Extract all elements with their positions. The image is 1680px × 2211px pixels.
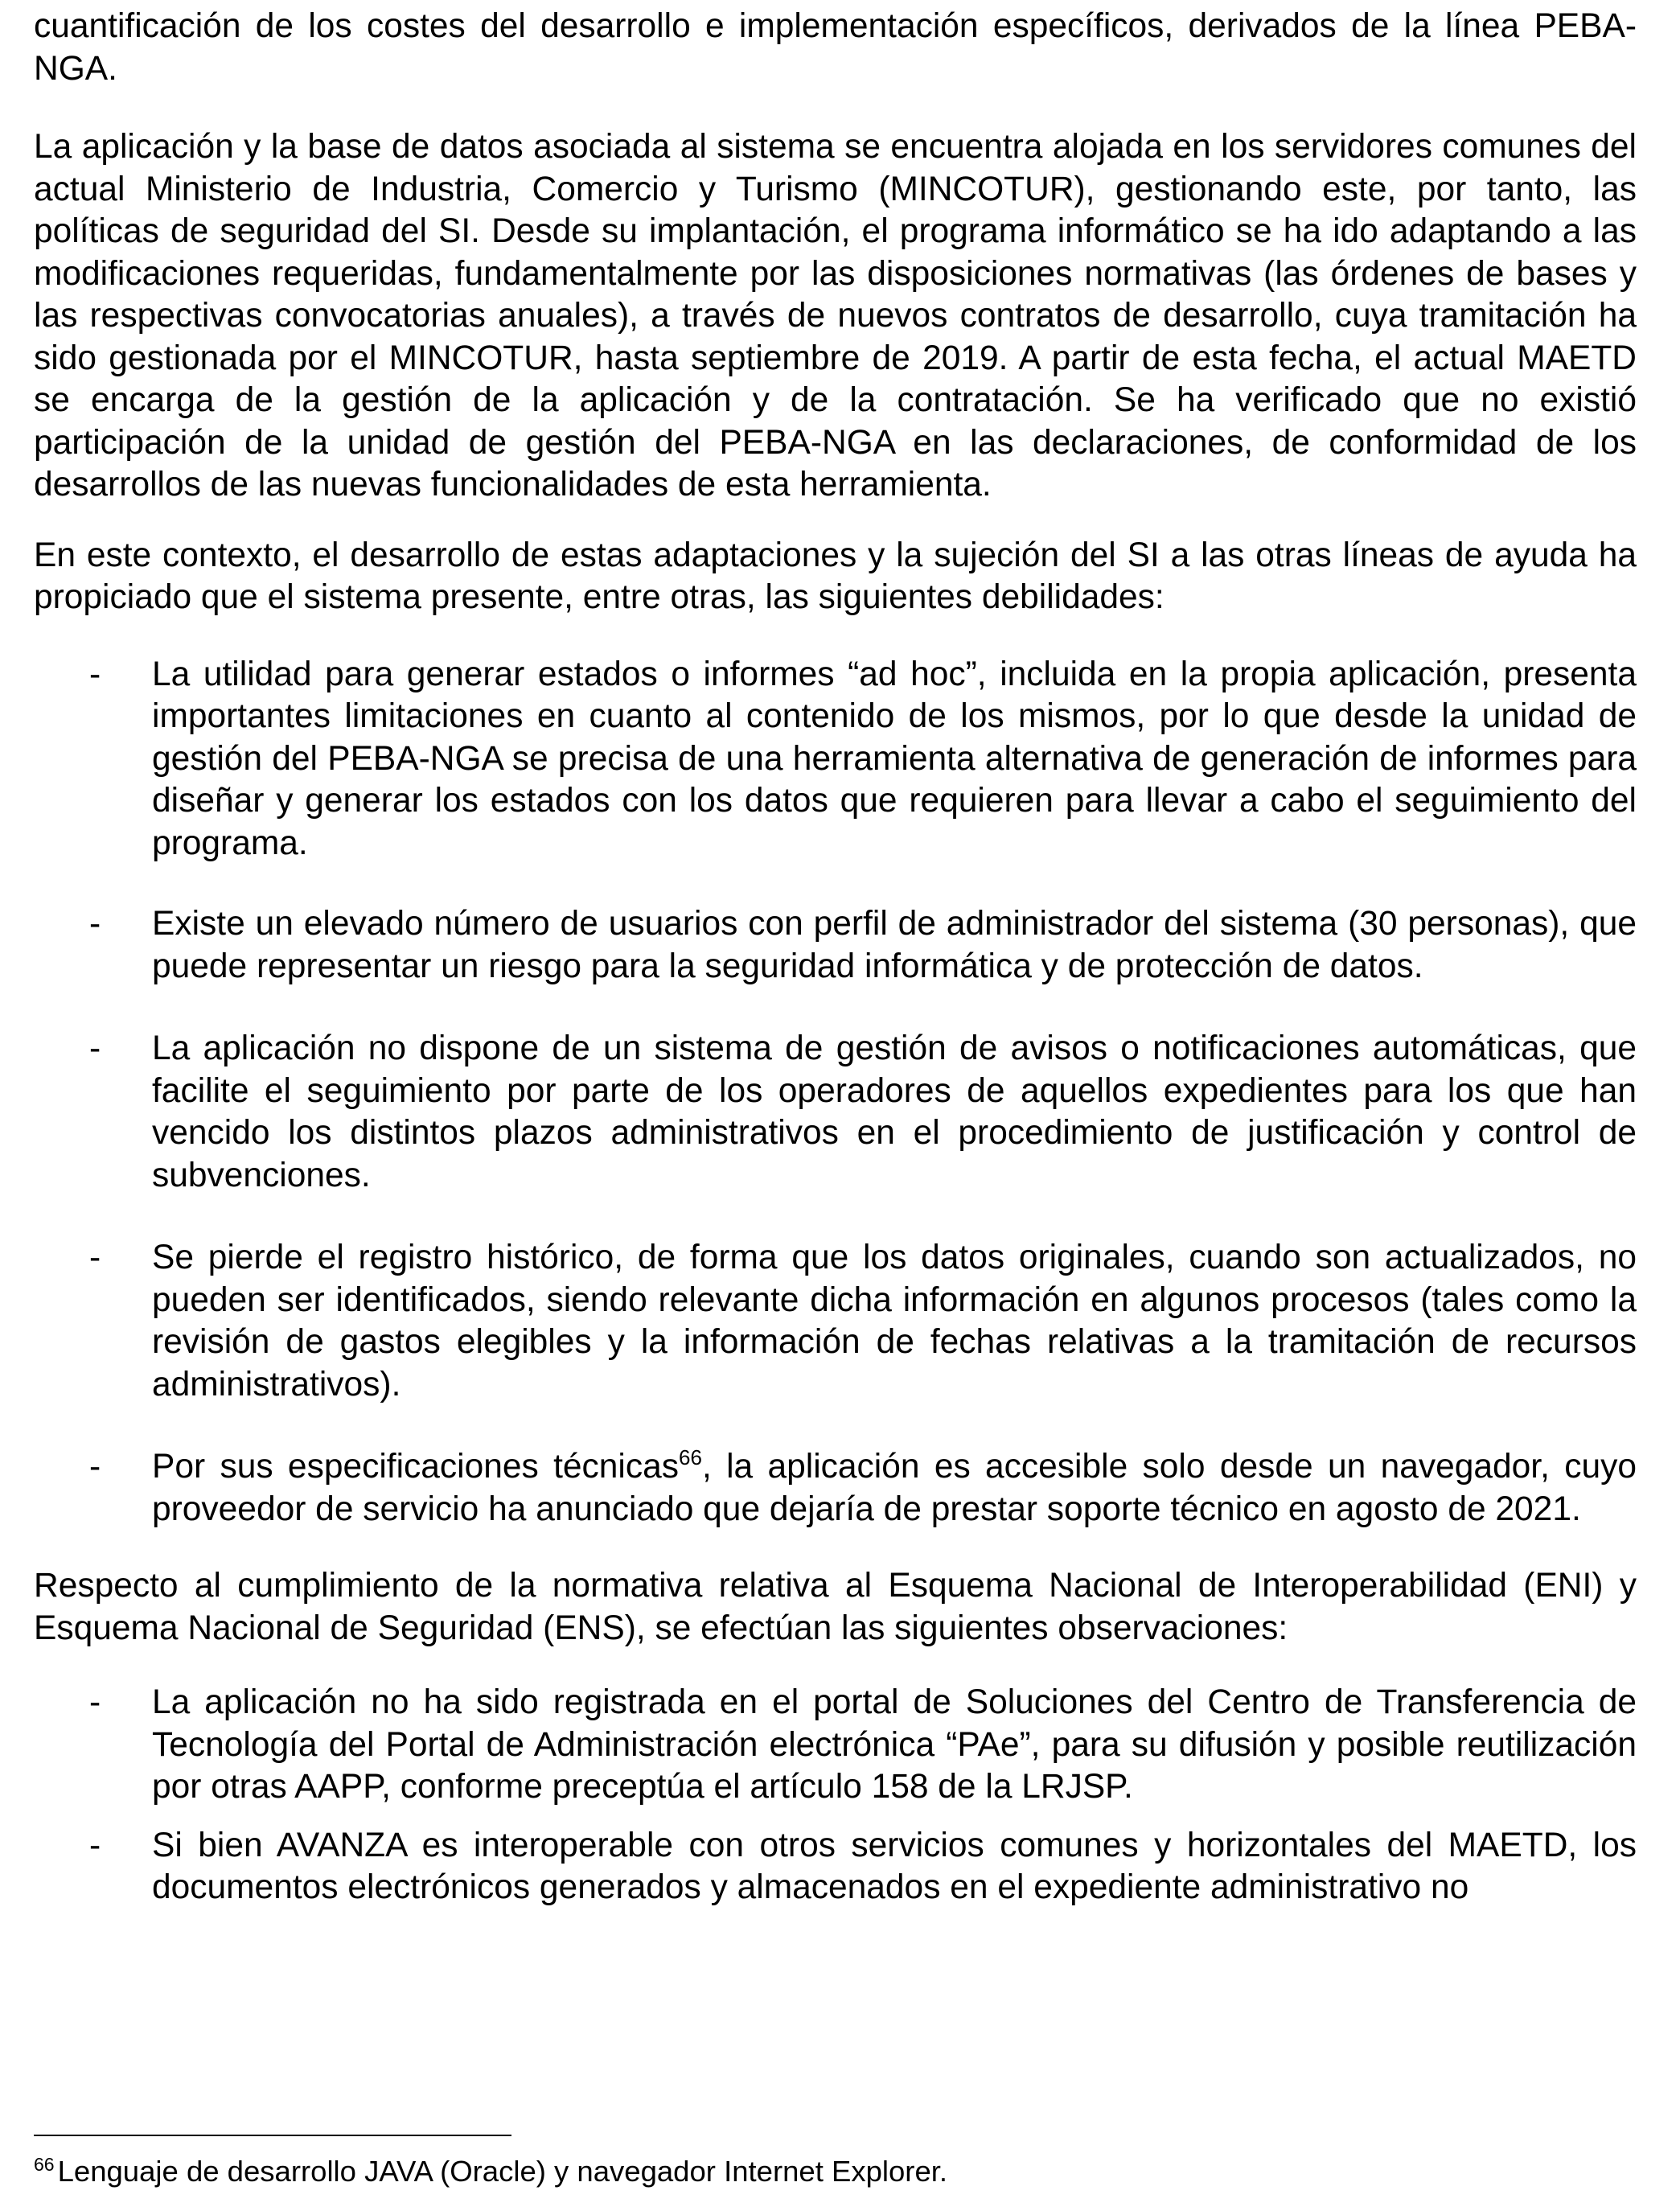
footnote-reference[interactable]: 66 [679,1445,702,1469]
bullet-dash: - [89,655,101,693]
footnote [34,2154,1637,2189]
bullet-dash: - [89,1029,101,1067]
paragraph-application-hosting: La aplicación y la base de datos asociada al sistema se encuentra alojada en los servidores comunes del actual Ministerio de Industria, Comercio y Turismo (MINCOTUR), gestionando este, por tanto, las políticas de seguridad del SI. Desde su implantación, el programa informático se ha ido adaptando a las modificaciones requeridas, fundamentalmente por las disposiciones normativas (las órdenes de bases y las respectivas convocatorias anuales), a través de nuevos contratos de desarrollo, cuya tramitación ha sido gestionada por el MINCOTUR, hasta septiembre de 2019. A partir de esta fecha, el actual MAETD se encarga de la gestión de la aplicación y de la contratación. Se ha verificado que no existió participación de la unidad de gestión del PEBA-NGA en las declaraciones, de conformidad de los desarrollos de las nuevas funcionalidades de esta herramienta. [34,128,1637,503]
bullet-dash: - [89,1448,101,1486]
list-item [34,654,1637,865]
list-item-text: La aplicación no ha sido registrada en el portal de Soluciones del Centro de Transferencia de Tecnología del Portal de Administración electrónica “PAe”, para su difusión y posible reutilización por otras AAPP, conforme preceptúa el artículo 158 de la LRJSP. [152,1683,1637,1806]
list-item-text: La utilidad para generar estados o informes “ad hoc”, incluida en la propia aplicación, presenta importantes limitaciones en cuanto al contenido de los mismos, por lo que desde la unidad de gestión del PEBA-NGA se precisa de una herramienta alternativa de generación de informes para diseñar y generar los estados con los datos que requieren para llevar a cabo el seguimiento del programa. [152,655,1637,862]
footnote-number: 66 [34,2154,55,2175]
list-item [34,1237,1637,1406]
list-item-text: Si bien AVANZA es interoperable con otros servicios comunes y horizontales del MAETD, los documentos electrónicos generados y almacenados en el expediente administrativo no [152,1826,1637,1906]
paragraph-compliance-intro: Respecto al cumplimiento de la normativa relativa al Esquema Nacional de Interoperabilidad (ENI) y Esquema Nacional de Seguridad (ENS), se efectúan las siguientes observaciones: [34,1567,1637,1647]
document-page [34,0,1637,1909]
list-item-text-end: , la aplicación es accesible solo desde un navegador, cuyo proveedor de servicio ha anunciado que dejaría de prestar soporte técnico en agosto de 2021. [152,1448,1637,1528]
paragraph-continuation: cuantificación de los costes del desarrollo e implementación específicos, derivados de la línea PEBA-NGA. [34,7,1637,88]
list-item [34,1028,1637,1197]
list-item-text: Existe un elevado número de usuarios con perfil de administrador del sistema (30 personas), que puede representar un riesgo para la seguridad informática y de protección de datos. [152,905,1637,985]
list-item [34,1446,1637,1531]
observations-list [34,1682,1637,1909]
list-item-text: Se pierde el registro histórico, de forma que los datos originales, cuando son actualizados, no pueden ser identificados, siendo relevante dicha información en algunos procesos (tales como la revisión de gastos elegibles y la información de fechas relativas a la tramitación de recursos administrativos). [152,1239,1637,1403]
bullet-dash: - [89,905,101,943]
paragraph-weaknesses-intro: En este contexto, el desarrollo de estas adaptaciones y la sujeción del SI a las otras líneas de ayuda ha propiciado que el sistema presente, entre otras, las siguientes debilidades: [34,536,1637,616]
bullet-dash: - [89,1683,101,1721]
list-item [34,903,1637,988]
list-item [34,1682,1637,1809]
weaknesses-list [34,654,1637,1531]
bullet-dash: - [89,1239,101,1276]
footnote-text: Lenguaje de desarrollo JAVA (Oracle) y navegador Internet Explorer. [57,2155,948,2188]
list-item-text [152,1446,1637,1531]
footnote-separator [34,2135,511,2136]
list-item-text-start: Por sus especificaciones técnicas [152,1448,680,1486]
list-item-text: La aplicación no dispone de un sistema de gestión de avisos o notificaciones automáticas, que facilite el seguimiento por parte de los operadores de aquellos expedientes para los que han vencido los distintos plazos administrativos en el procedimiento de justificación y control de subvenciones. [152,1029,1637,1194]
bullet-dash: - [89,1826,101,1864]
list-item [34,1825,1637,1909]
